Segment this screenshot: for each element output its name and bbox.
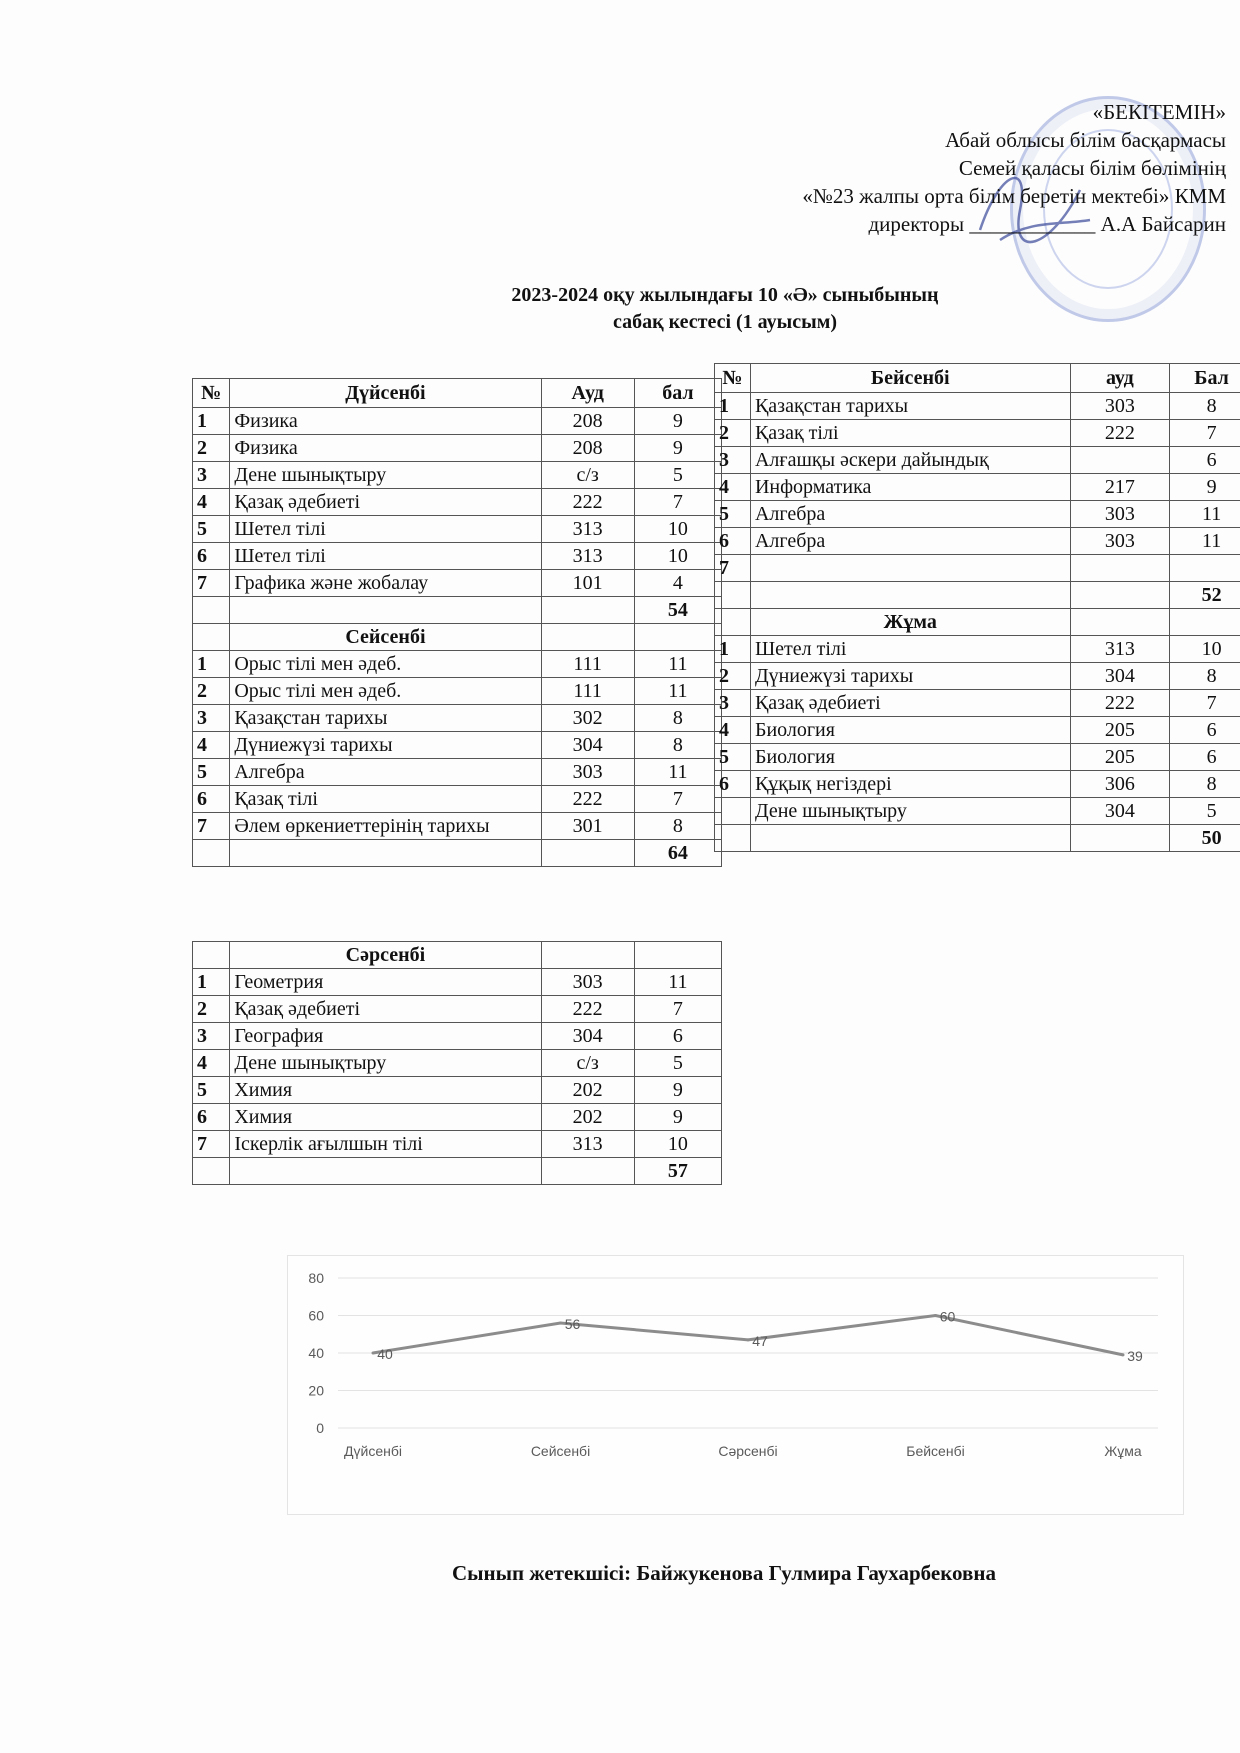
lesson-number: 1 xyxy=(715,393,751,420)
subject-name: Физика xyxy=(230,435,541,462)
header-row xyxy=(715,364,1240,393)
subject-name: Дүниежүзі тарихы xyxy=(230,732,541,759)
wednesday-total: 57 xyxy=(634,1158,721,1185)
subject-name: Қазақ әдебиеті xyxy=(230,489,541,516)
table-row xyxy=(193,1077,722,1104)
subject-name: Қазақстан тарихы xyxy=(750,393,1070,420)
subject-name: Қазақ тілі xyxy=(230,786,541,813)
score-value: 8 xyxy=(634,813,721,840)
data-point xyxy=(559,1322,562,1325)
header-row xyxy=(193,379,722,408)
score-value: 5 xyxy=(1170,798,1240,825)
day-row xyxy=(715,609,1240,636)
room-number: 306 xyxy=(1070,771,1170,798)
room-number: 222 xyxy=(541,996,634,1023)
data-label: 60 xyxy=(939,1308,956,1325)
score-value: 9 xyxy=(634,1104,721,1131)
room-number: 313 xyxy=(541,516,634,543)
table-row xyxy=(715,663,1240,690)
data-point xyxy=(747,1338,750,1341)
lesson-number: 1 xyxy=(193,969,230,996)
score-value: 5 xyxy=(634,462,721,489)
room-number: 303 xyxy=(541,759,634,786)
table-row xyxy=(715,798,1240,825)
lesson-number: 4 xyxy=(193,732,230,759)
subject-name: Қазақ әдебиеті xyxy=(230,996,541,1023)
score-value: 7 xyxy=(634,489,721,516)
day-row xyxy=(193,942,722,969)
x-tick-label: Жұма xyxy=(1104,1443,1142,1459)
total-row xyxy=(193,1158,722,1185)
score-value: 8 xyxy=(1170,771,1240,798)
score-value: 7 xyxy=(1170,690,1240,717)
approval-line: «№23 жалпы орта білім беретін мектебі» КММ xyxy=(802,184,1226,208)
subject-name xyxy=(750,555,1070,582)
friday-header: Жұма xyxy=(750,609,1070,636)
thursday-rows xyxy=(715,393,1240,582)
score-value: 7 xyxy=(634,786,721,813)
series-line xyxy=(373,1316,1123,1355)
score-value xyxy=(1170,555,1240,582)
lesson-number: 3 xyxy=(715,447,751,474)
table-row xyxy=(715,393,1240,420)
y-tick-label: 80 xyxy=(308,1270,324,1286)
lesson-number: 6 xyxy=(193,1104,230,1131)
score-value: 6 xyxy=(1170,717,1240,744)
score-value: 11 xyxy=(634,678,721,705)
subject-name: Дене шынықтыру xyxy=(750,798,1070,825)
room-number: 304 xyxy=(1070,663,1170,690)
subject-name: Орыс тілі мен әдеб. xyxy=(230,651,541,678)
lesson-number: 5 xyxy=(193,516,230,543)
subject-name: Химия xyxy=(230,1104,541,1131)
approval-line: Семей қаласы білім бөлімінің xyxy=(958,156,1226,180)
table-row xyxy=(193,786,722,813)
room-number: 111 xyxy=(541,678,634,705)
lesson-number: 7 xyxy=(193,1131,230,1158)
room-number: 205 xyxy=(1070,717,1170,744)
score-value: 9 xyxy=(634,1077,721,1104)
data-label: 39 xyxy=(1127,1347,1143,1364)
score-value: 10 xyxy=(634,543,721,570)
page-title xyxy=(420,282,1030,336)
room-number: 303 xyxy=(1070,528,1170,555)
room-number: 313 xyxy=(541,1131,634,1158)
lesson-number xyxy=(715,798,751,825)
score-value: 9 xyxy=(634,435,721,462)
lesson-number: 5 xyxy=(193,1077,230,1104)
lesson-number: 2 xyxy=(193,435,230,462)
score-value: 6 xyxy=(1170,744,1240,771)
subject-name: Дүниежүзі тарихы xyxy=(750,663,1070,690)
room-number: 304 xyxy=(1070,798,1170,825)
score-value: 8 xyxy=(1170,663,1240,690)
thursday-total: 52 xyxy=(1170,582,1240,609)
data-point xyxy=(1122,1353,1125,1356)
room-number: 303 xyxy=(541,969,634,996)
score-value: 11 xyxy=(634,651,721,678)
table-row xyxy=(715,744,1240,771)
room-number: 222 xyxy=(541,786,634,813)
room-number: с/з xyxy=(541,1050,634,1077)
table-row xyxy=(193,996,722,1023)
table-row xyxy=(715,717,1240,744)
table-row xyxy=(193,759,722,786)
table-row xyxy=(715,447,1240,474)
tuesday-header: Сейсенбі xyxy=(230,624,541,651)
table-row xyxy=(715,690,1240,717)
room-number: 217 xyxy=(1070,474,1170,501)
room-number xyxy=(1070,447,1170,474)
y-tick-label: 40 xyxy=(308,1345,324,1361)
table-row xyxy=(715,474,1240,501)
subject-name: Шетел тілі xyxy=(750,636,1070,663)
subject-name: Геометрия xyxy=(230,969,541,996)
table-row xyxy=(193,678,722,705)
score-value: 11 xyxy=(634,969,721,996)
thursday-header: Бейсенбі xyxy=(750,364,1070,393)
lesson-number: 6 xyxy=(193,786,230,813)
lesson-number: 3 xyxy=(193,705,230,732)
subject-name: Дене шынықтыру xyxy=(230,1050,541,1077)
approval-line: Абай облысы білім басқармасы xyxy=(945,128,1226,152)
room-number: 313 xyxy=(1070,636,1170,663)
aud-header: Ауд xyxy=(541,379,634,408)
table-row xyxy=(193,732,722,759)
subject-name: Қазақ әдебиеті xyxy=(750,690,1070,717)
subject-name: Графика және жобалау xyxy=(230,570,541,597)
table-row xyxy=(193,1131,722,1158)
lesson-number: 2 xyxy=(193,996,230,1023)
table-row xyxy=(715,420,1240,447)
data-point xyxy=(372,1352,375,1355)
aud-header: ауд xyxy=(1070,364,1170,393)
subject-name: Алгебра xyxy=(230,759,541,786)
table-row xyxy=(193,813,722,840)
room-number xyxy=(1070,555,1170,582)
lesson-number: 5 xyxy=(715,501,751,528)
room-number: 304 xyxy=(541,732,634,759)
data-label: 56 xyxy=(564,1316,581,1332)
table-row xyxy=(193,705,722,732)
class-teacher: Сынып жетекшісі: Байжукенова Гулмира Гаухарбековна xyxy=(452,1561,996,1585)
friday-total: 50 xyxy=(1170,825,1240,852)
score-value: 8 xyxy=(634,732,721,759)
lesson-number: 2 xyxy=(715,420,751,447)
lesson-number: 6 xyxy=(715,771,751,798)
score-value: 7 xyxy=(634,996,721,1023)
approval-line: «БЕКІТЕМІН» xyxy=(1092,100,1226,124)
subject-name: Қазақстан тарихы xyxy=(230,705,541,732)
room-number: 202 xyxy=(541,1104,634,1131)
score-value: 10 xyxy=(1170,636,1240,663)
lesson-number: 3 xyxy=(715,690,751,717)
room-number: 303 xyxy=(1070,501,1170,528)
approval-line: директоры ____________ А.А Байсарин xyxy=(868,212,1226,236)
room-number: 208 xyxy=(541,435,634,462)
lesson-number: 4 xyxy=(193,489,230,516)
score-value: 9 xyxy=(1170,474,1240,501)
title-line: сабақ кестесі (1 ауысым) xyxy=(612,311,838,333)
table-row xyxy=(193,408,722,435)
total-row xyxy=(193,597,722,624)
lesson-number: 7 xyxy=(193,813,230,840)
room-number: 202 xyxy=(541,1077,634,1104)
room-number: 222 xyxy=(541,489,634,516)
score-value: 11 xyxy=(634,759,721,786)
ball-header: бал xyxy=(634,379,721,408)
subject-name: Алғашқы әскери дайындық xyxy=(750,447,1070,474)
y-tick-label: 0 xyxy=(316,1420,324,1436)
day-row xyxy=(193,624,722,651)
subject-name: Алгебра xyxy=(750,528,1070,555)
room-number: 302 xyxy=(541,705,634,732)
subject-name: Химия xyxy=(230,1077,541,1104)
subject-name: Алгебра xyxy=(750,501,1070,528)
table-row xyxy=(193,489,722,516)
table-row xyxy=(715,528,1240,555)
table-row xyxy=(193,1023,722,1050)
lesson-number: 6 xyxy=(193,543,230,570)
monday-header: Дүйсенбі xyxy=(230,379,541,408)
lesson-number: 1 xyxy=(715,636,751,663)
room-number: с/з xyxy=(541,462,634,489)
subject-name: Биология xyxy=(750,717,1070,744)
schedule-table-left xyxy=(192,378,722,867)
subject-name: Әлем өркениеттерінің тарихы xyxy=(230,813,541,840)
score-value: 11 xyxy=(1170,501,1240,528)
room-number: 222 xyxy=(1070,690,1170,717)
total-row xyxy=(193,840,722,867)
score-chart xyxy=(287,1255,1184,1515)
y-tick-label: 20 xyxy=(308,1382,324,1399)
chart-canvas xyxy=(288,1256,1183,1514)
lesson-number: 7 xyxy=(193,570,230,597)
score-value: 7 xyxy=(1170,420,1240,447)
x-tick-label: Сәрсенбі xyxy=(718,1443,778,1459)
score-value: 10 xyxy=(634,516,721,543)
score-value: 4 xyxy=(634,570,721,597)
x-tick-label: Сейсенбі xyxy=(530,1443,591,1459)
table-row xyxy=(193,543,722,570)
subject-name: Информатика xyxy=(750,474,1070,501)
score-value: 6 xyxy=(634,1023,721,1050)
room-number: 304 xyxy=(541,1023,634,1050)
room-number: 101 xyxy=(541,570,634,597)
schedule-table-right xyxy=(714,363,1240,852)
table-row xyxy=(193,1104,722,1131)
subject-name: Шетел тілі xyxy=(230,516,541,543)
tuesday-rows xyxy=(193,651,722,840)
subject-name: Орыс тілі мен әдеб. xyxy=(230,678,541,705)
table-row xyxy=(715,636,1240,663)
x-tick-label: Дүйсенбі xyxy=(344,1443,402,1459)
score-value: 9 xyxy=(634,408,721,435)
lesson-number: 4 xyxy=(715,474,751,501)
approval-block xyxy=(666,98,1226,238)
lesson-number: 6 xyxy=(715,528,751,555)
table-row xyxy=(715,501,1240,528)
subject-name: Биология xyxy=(750,744,1070,771)
subject-name: Физика xyxy=(230,408,541,435)
room-number: 205 xyxy=(1070,744,1170,771)
ball-header: Бал xyxy=(1170,364,1240,393)
score-value: 11 xyxy=(1170,528,1240,555)
table-row xyxy=(715,771,1240,798)
data-point xyxy=(934,1314,937,1317)
lesson-number: 5 xyxy=(193,759,230,786)
room-number: 222 xyxy=(1070,420,1170,447)
subject-name: Дене шынықтыру xyxy=(230,462,541,489)
score-value: 10 xyxy=(634,1131,721,1158)
subject-name: Шетел тілі xyxy=(230,543,541,570)
num-header: № xyxy=(193,379,230,408)
room-number: 111 xyxy=(541,651,634,678)
score-value: 5 xyxy=(634,1050,721,1077)
lesson-number: 7 xyxy=(715,555,751,582)
lesson-number: 4 xyxy=(193,1050,230,1077)
lesson-number: 2 xyxy=(193,678,230,705)
lesson-number: 3 xyxy=(193,462,230,489)
num-header: № xyxy=(715,364,751,393)
table-row xyxy=(193,570,722,597)
monday-rows xyxy=(193,408,722,597)
lesson-number: 3 xyxy=(193,1023,230,1050)
wednesday-header: Сәрсенбі xyxy=(230,942,541,969)
tuesday-total: 64 xyxy=(634,840,721,867)
total-row xyxy=(715,582,1240,609)
table-row xyxy=(193,651,722,678)
table-row xyxy=(193,516,722,543)
total-row xyxy=(715,825,1240,852)
x-tick-label: Бейсенбі xyxy=(906,1443,965,1459)
lesson-number: 5 xyxy=(715,744,751,771)
schedule-table-wednesday xyxy=(192,941,722,1185)
room-number: 303 xyxy=(1070,393,1170,420)
table-row xyxy=(193,462,722,489)
room-number: 301 xyxy=(541,813,634,840)
score-value: 8 xyxy=(634,705,721,732)
subject-name: Құқық негіздері xyxy=(750,771,1070,798)
title-line: 2023-2024 оқу жылындағы 10 «Ә» сыныбының xyxy=(511,284,939,306)
subject-name: Қазақ тілі xyxy=(750,420,1070,447)
table-row xyxy=(193,969,722,996)
lesson-number: 4 xyxy=(715,717,751,744)
data-label: 47 xyxy=(752,1332,768,1349)
y-tick-label: 60 xyxy=(308,1307,324,1324)
score-value: 6 xyxy=(1170,447,1240,474)
lesson-number: 1 xyxy=(193,408,230,435)
friday-rows xyxy=(715,636,1240,825)
monday-total: 54 xyxy=(634,597,721,624)
lesson-number: 2 xyxy=(715,663,751,690)
subject-name: Іскерлік ағылшын тілі xyxy=(230,1131,541,1158)
table-row xyxy=(715,555,1240,582)
data-label: 40 xyxy=(377,1346,393,1362)
room-number: 313 xyxy=(541,543,634,570)
subject-name: География xyxy=(230,1023,541,1050)
wednesday-rows xyxy=(193,969,722,1158)
table-row xyxy=(193,1050,722,1077)
room-number: 208 xyxy=(541,408,634,435)
table-row xyxy=(193,435,722,462)
score-value: 8 xyxy=(1170,393,1240,420)
lesson-number: 1 xyxy=(193,651,230,678)
